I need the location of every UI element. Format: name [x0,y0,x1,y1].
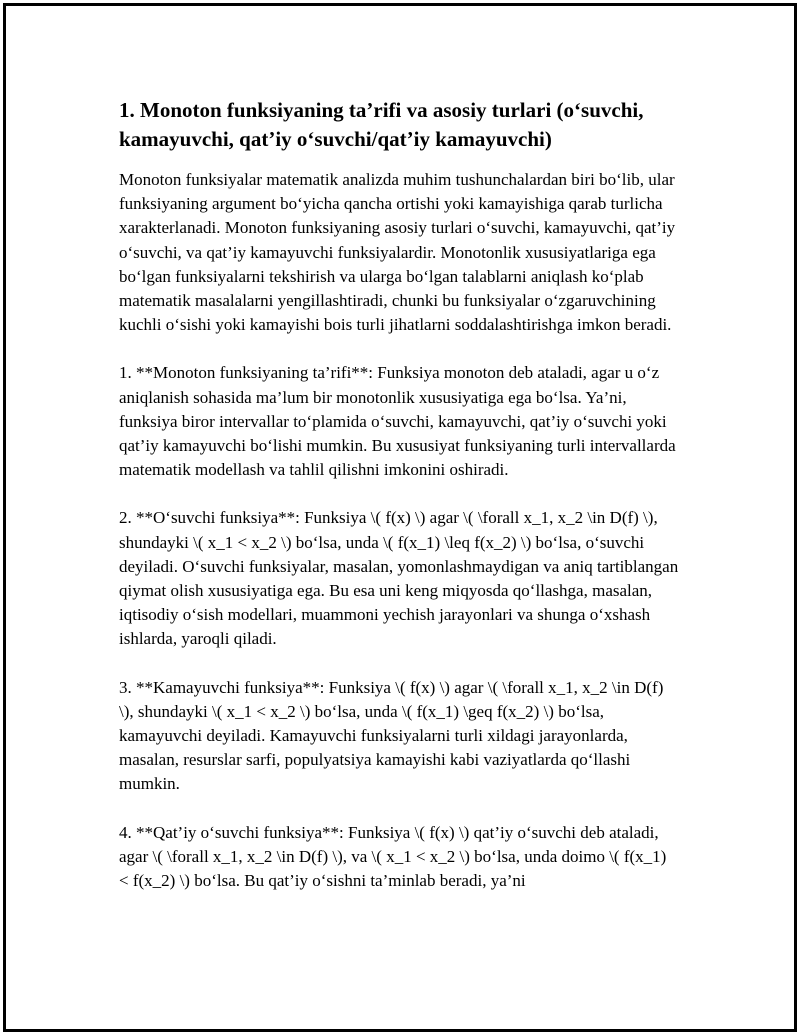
paragraph-definition: 1. **Monoton funksiyaning ta’rifi**: Funksiya monoton deb ataladi, agar u o‘z aniqlanish sohasida ma’lum bir monotonlik xususiyatiga ega bo‘lsa. Ya’ni, funksiya biror intervallar to‘plamida o‘suvchi, kamayuvchi, qat’iy o‘suvchi yoki qat’iy kamayuvchi bo‘lishi mumkin. Bu xususiyat funksiyaning turli intervallarda matematik modellash va tahlil qilishni imkonini oshiradi. [119,363,676,480]
paragraph-increasing: 2. **O‘suvchi funksiya**: Funksiya \( f(x) \) agar \( \forall x_1, x_2 \in D(f) \), shundayki \( x_1 < x_2 \) bo‘lsa, unda \( f(x_1) \leq f(x_2) \) bo‘lsa, o‘suvchi deyiladi. O‘suvchi funksiyalar, masalan, yomonlashmaydigan va aniq tartiblangan qiymat olish xususiyatiga ega. Bu esa uni keng miqyosda qo‘llashga, masalan, iqtisodiy o‘sish modellari, muammoni yechish jarayonlari va shunga o‘xshash ishlarda, yaroqli qiladi. [119,508,679,649]
section-heading: 1. Monoton funksiyaning ta’rifi va asosiy turlari (o‘suvchi, kamayuvchi, qat’iy o‘suvchi/qat’iy kamayuvchi) [119,98,644,151]
document-page [3,3,797,1032]
paragraph-strictly-increasing: 4. **Qat’iy o‘suvchi funksiya**: Funksiya \( f(x) \) qat’iy o‘suvchi deb ataladi, agar \( \forall x_1, x_2 \in D(f) \), va \( x_1 < x_2 \) bo‘lsa, unda doimo \( f(x_1) < f(x_2) \) bo‘lsa. Bu qat’iy o‘sishni ta’minlab beradi, ya’ni [119,822,667,891]
paragraph-intro: Monoton funksiyalar matematik analizda muhim tushunchalardan biri bo‘lib, ular funksiyaning argument bo‘yicha qancha ortishi yoki kamayishiga qarab turlicha xarakterlanadi. Monoton funksiyaning asosiy turlari o‘suvchi, kamayuvchi, qat’iy o‘suvchi, va qat’iy kamayuvchi funksiyalardir. Monotonlik xususiyatlariga ega bo‘lgan funksiyalarni tekshirish va ularga bo‘lgan talablarni aniqlash ko‘plab matematik masalalarni yengillashtiradi, chunki bu funksiyalar o‘zgaruvchining kuchli o‘sishi yoki kamayishi bois turli jihatlarni soddalashtirishga imkon beradi. [119,170,676,335]
document-body [119,96,679,917]
paragraph-decreasing: 3. **Kamayuvchi funksiya**: Funksiya \( f(x) \) agar \( \forall x_1, x_2 \in D(f) \), shundayki \( x_1 < x_2 \) bo‘lsa, unda \( f(x_1) \geq f(x_2) \) bo‘lsa, kamayuvchi deyiladi. Kamayuvchi funksiyalarni turli xildagi jarayonlarda, masalan, resurslar sarfi, populyatsiya kamayishi kabi vaziyatlarda qo‘llashi mumkin. [119,677,664,794]
